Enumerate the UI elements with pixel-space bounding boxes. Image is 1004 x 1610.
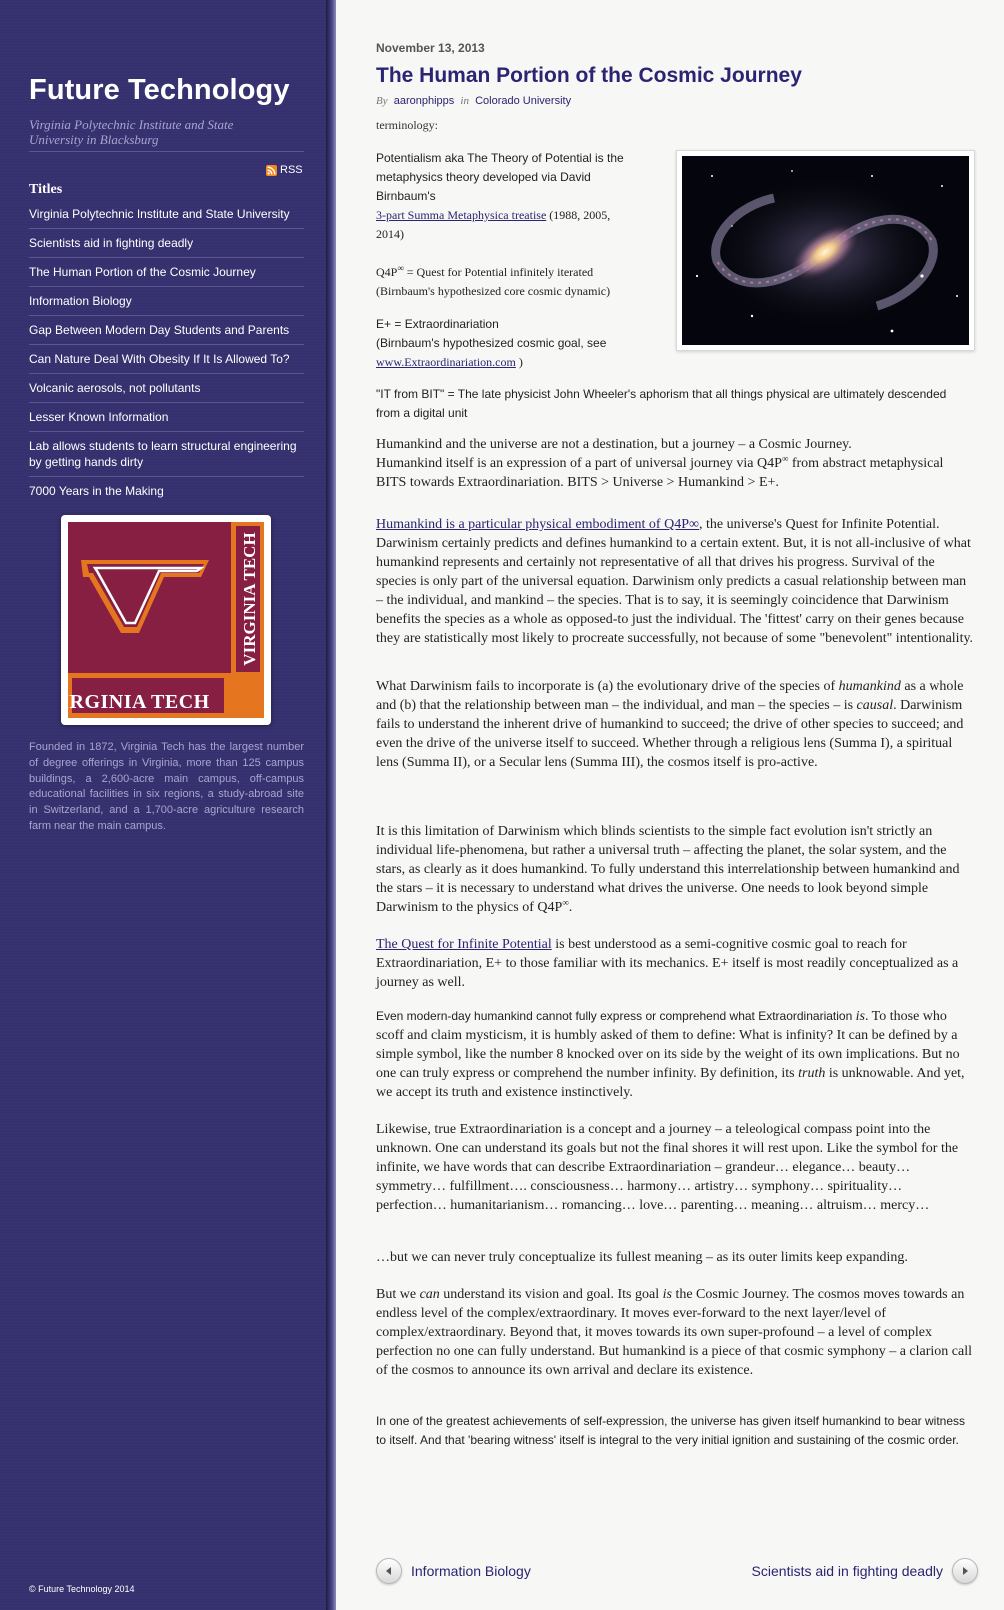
vt-logo-graphic bbox=[61, 515, 271, 725]
paragraph bbox=[376, 1007, 976, 1102]
extraordinariation-link[interactable]: www.Extraordinariation.com bbox=[376, 355, 516, 369]
nav-item[interactable]: Lesser Known Information bbox=[29, 403, 304, 432]
titles-list bbox=[29, 200, 304, 505]
definition-q4p bbox=[376, 263, 646, 301]
sidebar-about-text: Founded in 1872, Virginia Tech has the largest number of degree offerings in Virginia, more than 125 campus buildings, a 2,600-acre main campus, off-campus educational facilities in six regions, a study-abroad site in Switzerland, and a 1,700-acre agriculture research farm near the main campus. bbox=[29, 741, 304, 832]
byline bbox=[376, 95, 571, 107]
definition-text: (1988, 2005, 2014) bbox=[376, 208, 611, 241]
paragraph bbox=[376, 822, 976, 917]
nav-item[interactable]: The Human Portion of the Cosmic Journey bbox=[29, 258, 304, 287]
virginia-tech-logo bbox=[61, 515, 271, 725]
paragraph: Likewise, true Extraordinariation is a concept and a journey – a teleological compass point into the unknown. One can understand its goals but not the final shores it will rest upon. Like the symbol for the infinite, we have words that can describe Extraordinariation – grandeur… elegance… beauty… symmetry… fulfillment…. consciousness… harmony… artistry… symphony… spirituality… perfection… humanitarianism… romancing… love… parenting… meaning… altruism… mercy… bbox=[376, 1122, 959, 1213]
text: Humankind and the universe are not a destination, but a journey – a Cosmic Journey. bbox=[376, 437, 852, 452]
infinity-sup: ∞ bbox=[397, 263, 404, 273]
nav-item[interactable]: Scientists aid in fighting deadly bbox=[29, 229, 304, 258]
paragraph: …but we can never truly conceptualize its fullest meaning – as its outer limits keep expanding. bbox=[376, 1250, 908, 1265]
galaxy-graphic bbox=[682, 156, 969, 345]
nav-item[interactable]: 7000 Years in the Making bbox=[29, 484, 164, 498]
terminology-label: terminology: bbox=[376, 118, 438, 132]
text: is unknowable. And yet, we accept its truth and existence instinctively. bbox=[376, 1066, 965, 1100]
definition-text: ) bbox=[515, 355, 523, 369]
infinity-sup: ∞ bbox=[562, 897, 569, 908]
copyright: © Future Technology 2014 bbox=[29, 1584, 135, 1594]
emphasis: can bbox=[419, 1287, 440, 1302]
definition-text: = Quest for Potential infinitely iterated (Birnbaum's hypothesized core cosmic dynamic) bbox=[376, 265, 611, 298]
definition-text: E+ = Extraordinariation bbox=[376, 317, 499, 331]
site-description: Virginia Polytechnic Institute and State University in Blacksburg bbox=[29, 117, 234, 147]
text: But we bbox=[376, 1287, 420, 1302]
arrow-left-icon[interactable] bbox=[376, 1558, 402, 1584]
text: What Darwinism fails to incorporate is (a) the evolutionary drive of the species of bbox=[376, 679, 839, 694]
post-title[interactable]: The Human Portion of the Cosmic Journey bbox=[376, 64, 802, 87]
site-title[interactable]: Future Technology bbox=[29, 74, 290, 106]
post-date: November 13, 2013 bbox=[376, 41, 485, 55]
nav-item[interactable]: Can Nature Deal With Obesity If It Is Allowed To? bbox=[29, 345, 304, 374]
definition-text: (Birnbaum's hypothesized cosmic goal, see bbox=[376, 336, 607, 350]
text: from abstract metaphysical BITS towards Extraordinariation. BITS > Universe > Humankind > E+. bbox=[376, 456, 944, 490]
definition-it-from-bit: "IT from BIT" = The late physicist John Wheeler's aphorism that all things physical are ultimately descended from a digital unit bbox=[376, 387, 947, 420]
text: as a whole and (b) that the relationship between man – the individual, and man – the species – is bbox=[376, 679, 964, 713]
emphasis: causal bbox=[856, 698, 894, 713]
by-label: By bbox=[376, 95, 388, 107]
nav-item[interactable]: Volcanic aerosols, not pollutants bbox=[29, 374, 304, 403]
emphasis: is bbox=[662, 1287, 672, 1302]
paragraph bbox=[376, 677, 976, 772]
text: Even modern-day humankind cannot fully express or comprehend what Extraordinariation bbox=[376, 1009, 856, 1023]
text: the Cosmic Journey. The cosmos moves towards an endless level of the complex/extraordinary. It moves ever-forward to the next layer/level of complex/extraordinary. Beyond that, it moves towards its own super-profound – a level of complex perfection no one can fully understand. But humankind is a piece of that cosmic symphony – a clarion call of the cosmos to announce its own arrival and declare its existence. bbox=[376, 1287, 972, 1378]
rss-label[interactable]: RSS bbox=[280, 164, 303, 176]
text: , the universe's Quest for Infinite Potential. Darwinism certainly predicts and defines humankind to a certain extent. But, it is not all-inclusive of what humankind represents and certainly not representative of all that drives his progress. Survival of the species is only part of the universal equation. Darwinism only predicts a casual relationship between man – the individual, and mankind – the species. That is to say, it is seemingly coincidence that Darwinism benefits the species as a whole as opposed-to just the individual. The 'fittest' carry on their genes because they are statistically most likely to procreate successfully, not because of some "benevolent" intentionality. bbox=[376, 517, 974, 646]
author-link[interactable]: aaronphipps bbox=[393, 95, 455, 107]
humankind-link[interactable]: Humankind is a particular physical embodiment of Q4P∞ bbox=[376, 517, 699, 532]
next-post-link[interactable] bbox=[752, 1558, 978, 1584]
nav-item[interactable]: Lab allows students to learn structural engineering by getting hands dirty bbox=[29, 432, 304, 477]
in-label: in bbox=[460, 95, 469, 107]
emphasis: humankind bbox=[838, 679, 901, 694]
logo-wordmark: VIRGINIA TECH bbox=[61, 691, 210, 713]
text: is best understood as a semi-cognitive cosmic goal to reach for Extraordinariation, E+ to those familiar with its mechanics. E+ itself is most readily conceptualized as a journey as well. bbox=[376, 937, 959, 990]
previous-post-title[interactable]: Information Biology bbox=[411, 1563, 531, 1579]
previous-post-link[interactable] bbox=[376, 1558, 531, 1584]
definition-text: Potentialism aka The Theory of Potential is the metaphysics theory developed via David Birnbaum's bbox=[376, 151, 624, 203]
arrow-right-icon[interactable] bbox=[952, 1558, 978, 1584]
paragraph bbox=[376, 435, 976, 492]
quest-link[interactable]: The Quest for Infinite Potential bbox=[376, 937, 552, 952]
logo-side-wordmark: VIRGINIA TECH bbox=[240, 532, 259, 666]
galaxy-image bbox=[676, 150, 975, 351]
text: It is this limitation of Darwinism which blinds scientists to the simple fact evolution isn't strictly an individual life-phenomena, but rather a universal truth – affecting the planet, the solar system, and the stars, as clearly as it does humankind. To fully understand this interrelationship between humankind and the stars – it is necessary to understand what drives the universe. One needs to look beyond simple Darwinism to the physics of Q4P bbox=[376, 824, 960, 915]
next-post-title[interactable]: Scientists aid in fighting deadly bbox=[751, 1563, 943, 1579]
rss-link[interactable] bbox=[266, 164, 303, 176]
nav-item[interactable]: Gap Between Modern Day Students and Parents bbox=[29, 316, 304, 345]
emphasis: is bbox=[855, 1009, 865, 1024]
sidebar-edge bbox=[326, 0, 336, 1610]
emphasis: truth bbox=[798, 1066, 826, 1081]
titles-heading: Titles bbox=[29, 182, 63, 197]
summa-metaphysica-link[interactable]: 3-part Summa Metaphysica treatise bbox=[376, 208, 547, 222]
paragraph bbox=[376, 935, 976, 992]
infinity-sup: ∞ bbox=[781, 453, 789, 464]
definition-e-plus bbox=[376, 315, 656, 372]
paragraph bbox=[376, 1285, 976, 1380]
text: . To those who scoff and claim mysticism, it is humbly asked of them to define: What is infinity? It can be defined by a simple symbol, like the number 8 knocked over on its side by the weight of its own implications. But no one can truly express or comprehend the number infinity. By definition, its bbox=[376, 1009, 960, 1081]
paragraph bbox=[376, 515, 976, 648]
definition-potentialism bbox=[376, 149, 638, 244]
definition-text: Q4P bbox=[376, 265, 398, 279]
paragraph: In one of the greatest achievements of self-expression, the universe has given itself humankind to bear witness to itself. And that 'bearing witness' itself is integral to the very initial ignition and sustaining of the cosmic order. bbox=[376, 1414, 965, 1447]
nav-item[interactable]: Virginia Polytechnic Institute and State University bbox=[29, 200, 304, 229]
text: Humankind itself is an expression of a part of universal journey via Q4P bbox=[376, 456, 782, 471]
text: . Darwinism fails to understand the inherent drive of humankind to succeed; the drive of other species to succeed; and even the drive of the universe itself to succeed. Whether through a religious lens (Summa I), a spiritual lens (Summa II), or a Secular lens (Summa III), the cosmos itself is pro-active. bbox=[376, 698, 964, 770]
sidebar bbox=[0, 0, 326, 1610]
category-link[interactable]: Colorado University bbox=[475, 95, 572, 107]
nav-item[interactable]: Information Biology bbox=[29, 287, 304, 316]
text: understand its vision and goal. Its goal bbox=[439, 1287, 663, 1302]
rss-icon bbox=[266, 165, 277, 176]
text: . bbox=[568, 900, 573, 915]
divider bbox=[29, 151, 304, 152]
